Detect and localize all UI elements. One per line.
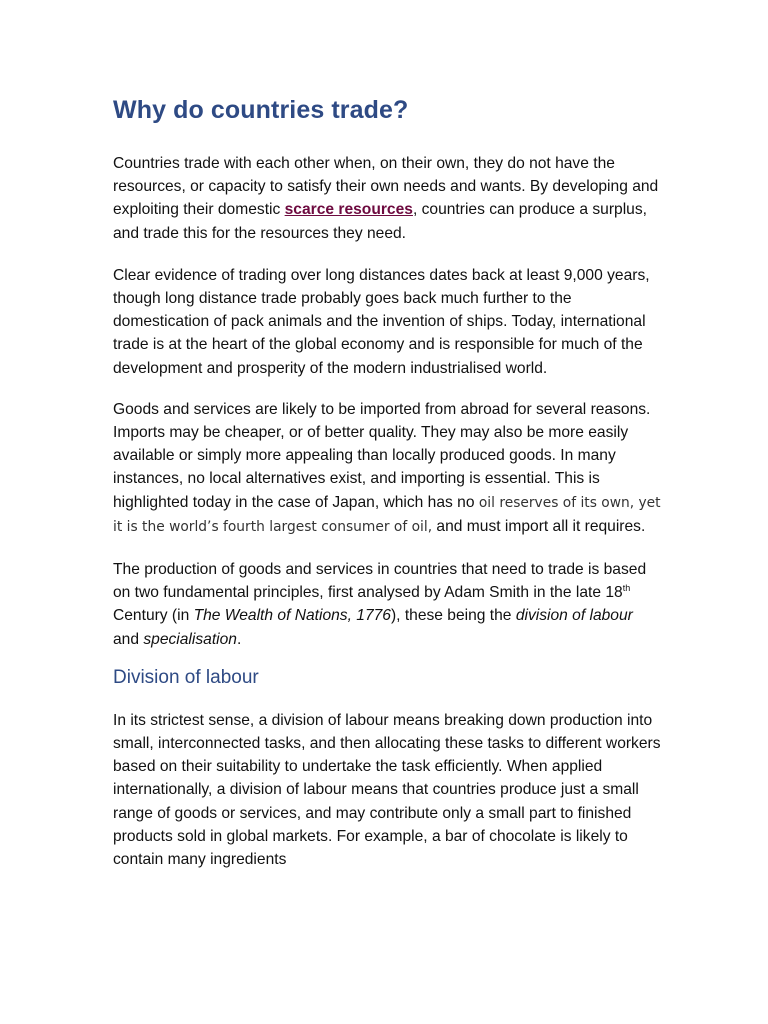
term-division-of-labour: division of labour	[515, 607, 633, 625]
paragraph-text: , countries can produce a surplus, and trade this for the resources they need.	[113, 201, 647, 242]
paragraph-text: Century (in	[113, 607, 194, 625]
paragraph-text: and must import all it requires.	[432, 517, 646, 535]
term-specialisation: specialisation	[143, 630, 237, 648]
paragraph-text: and	[113, 630, 144, 648]
article	[113, 96, 661, 889]
paragraph-history: Clear evidence of trading over long distances dates back at least 9,000 years, though long distance trade probably goes back much further to the domestication of pack animals and the invention of ships. Today, international trade is at the heart of the global economy and is responsible for much of the development and prosperity of the modern industrialised world.	[113, 266, 650, 377]
paragraph-imports	[113, 398, 661, 539]
paragraph-text: Countries trade with each other when, on their own, they do not have the resources, or capacity to satisfy their own needs and wants. By developing and exploiting their domestic	[113, 155, 659, 219]
paragraph-text: ), these being the	[390, 607, 516, 625]
paragraph-text-alt-font: oil reserves of its own, yet it is the world’s fourth largest consumer of oil,	[113, 494, 661, 535]
ordinal-superscript: th	[622, 583, 631, 594]
paragraph-text: .	[236, 630, 242, 648]
paragraph-division-of-labour: In its strictest sense, a division of labour means breaking down production into small, interconnected tasks, and then allocating these tasks to different workers based on their suitability to undertake the task efficiently. When applied internationally, a division of labour means that countries produce just a small range of goods or services, and may contribute only a small part to finished products sold in global markets. For example, a bar of chocolate is likely to contain many ingredients	[113, 711, 661, 869]
paragraph-principles	[113, 558, 661, 651]
section-heading: Division of labour	[113, 666, 259, 688]
paragraph-text: The production of goods and services in countries that need to trade is based on two fundamental principles, first analysed by Adam Smith in the late 18	[113, 561, 647, 602]
scarce-resources-link[interactable]: scarce resources	[284, 201, 413, 219]
page-title: Why do countries trade?	[113, 96, 409, 124]
paragraph-text: Goods and services are likely to be imported from abroad for several reasons. Imports may be cheaper, or of better quality. They may also be more easily available or simply more appealing than locally produced goods. In many instances, no local alternatives exist, and importing is essential. This is highlighted today in the case of Japan, which has no	[113, 400, 651, 511]
paragraph-intro	[113, 152, 661, 245]
book-title: The Wealth of Nations, 1776	[193, 607, 391, 625]
